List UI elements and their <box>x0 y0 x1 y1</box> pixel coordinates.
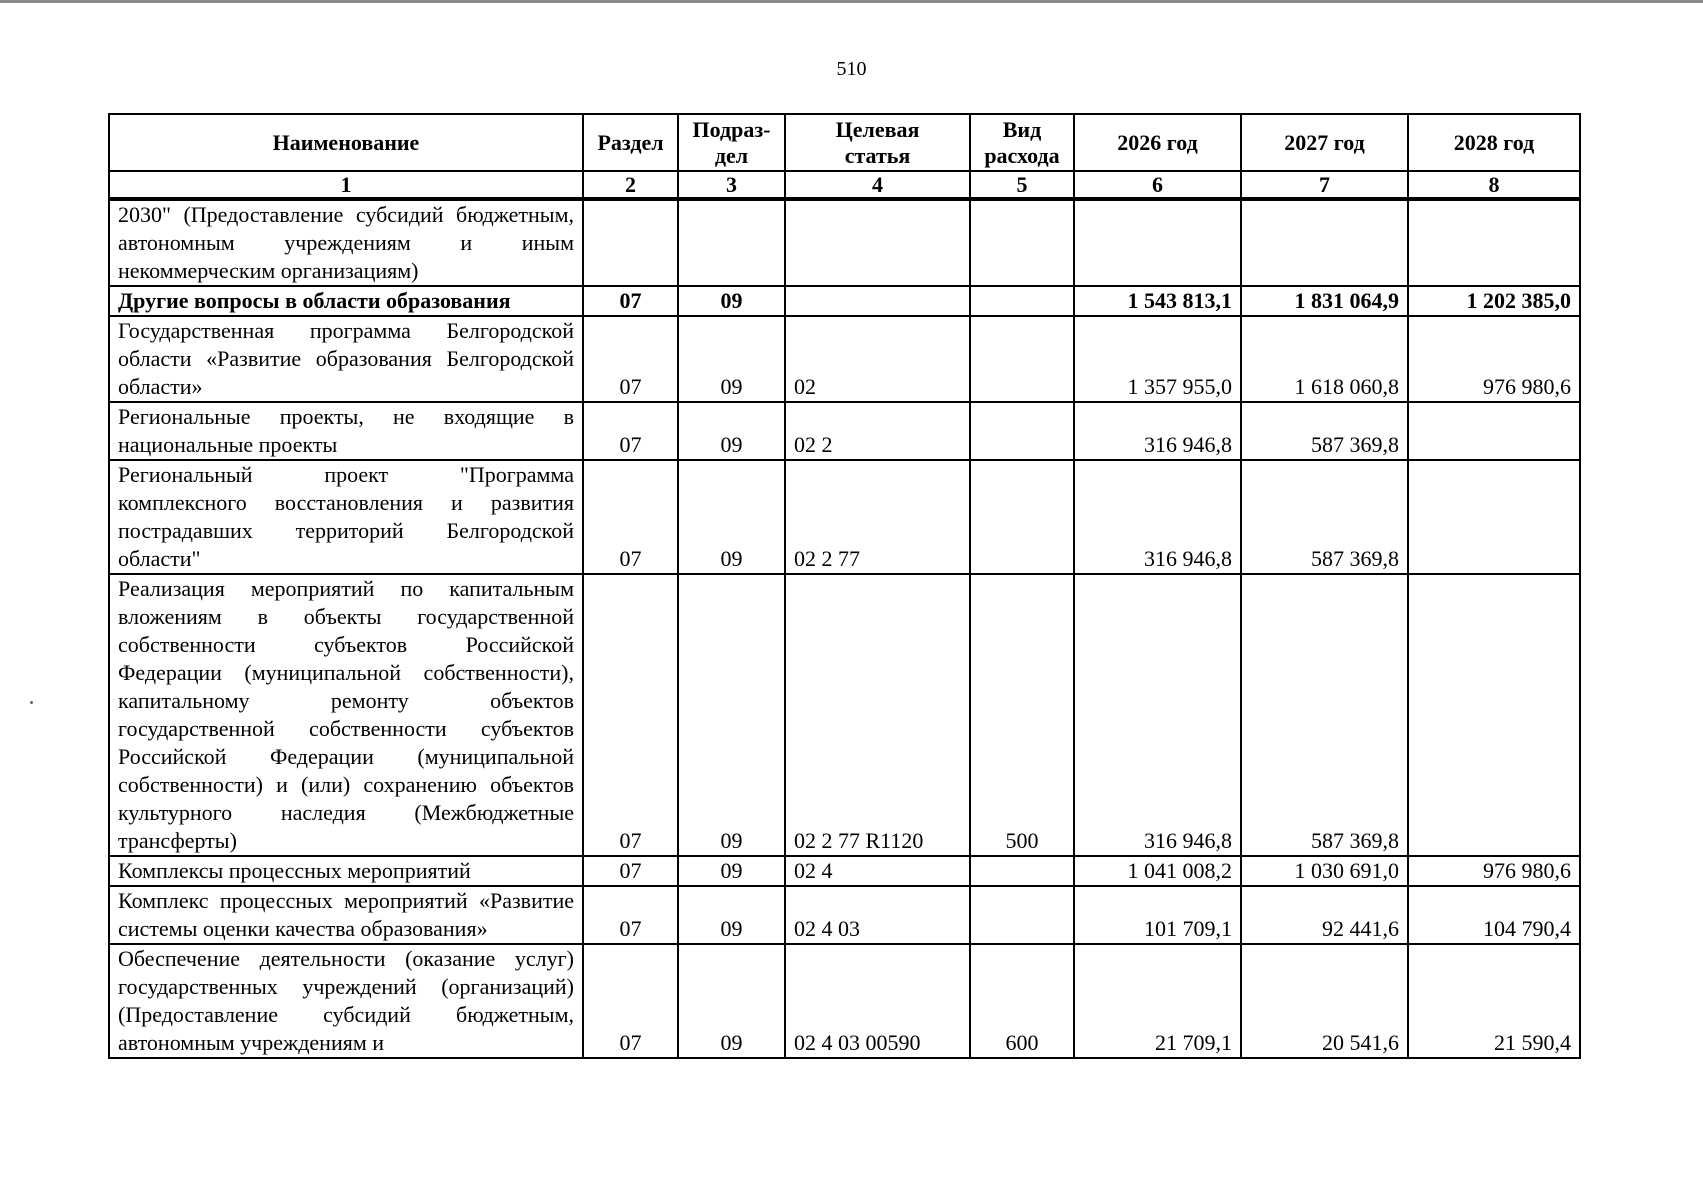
row-name: Комплекс процессных мероприятий «Развитие системы оценки качества образования» <box>109 886 583 944</box>
row-podrazdel: 09 <box>678 886 785 944</box>
page-number: 510 <box>836 58 867 80</box>
row-celevaya <box>785 199 970 286</box>
col-header-podrazdel <box>678 114 785 171</box>
row-razdel: 07 <box>583 886 678 944</box>
row-name: Региональный проект "Программа комплексного восстановления и развития пострадавших территорий Белгородской области" <box>109 460 583 574</box>
row-razdel: 07 <box>583 402 678 460</box>
row-name: Региональные проекты, не входящие в национальные проекты <box>109 402 583 460</box>
row-razdel: 07 <box>583 286 678 316</box>
col-header-razdel: Раздел <box>583 114 678 171</box>
col-number: 5 <box>970 171 1074 199</box>
row-celevaya: 02 4 03 00590 <box>785 944 970 1058</box>
row-2028 <box>1408 574 1580 856</box>
row-2027: 1 618 060,8 <box>1241 316 1408 402</box>
budget-table <box>108 113 1581 1059</box>
row-celevaya: 02 2 77 <box>785 460 970 574</box>
row-celevaya: 02 4 <box>785 856 970 886</box>
row-2027: 587 369,8 <box>1241 460 1408 574</box>
row-razdel: 07 <box>583 574 678 856</box>
row-name: Комплексы процессных мероприятий <box>109 856 583 886</box>
row-2028 <box>1408 199 1580 286</box>
row-2028 <box>1408 402 1580 460</box>
row-podrazdel: 09 <box>678 944 785 1058</box>
scan-speck <box>30 701 33 704</box>
row-2026: 316 946,8 <box>1074 460 1241 574</box>
table-row <box>109 316 1580 402</box>
row-2027: 587 369,8 <box>1241 574 1408 856</box>
table-row <box>109 856 1580 886</box>
col-header-vid <box>970 114 1074 171</box>
row-name: 2030" (Предоставление субсидий бюджетным, автономным учреждениям и иным некоммерческим организациям) <box>109 199 583 286</box>
row-2028: 21 590,4 <box>1408 944 1580 1058</box>
table-row <box>109 286 1580 316</box>
row-celevaya: 02 2 <box>785 402 970 460</box>
col-number: 7 <box>1241 171 1408 199</box>
row-2028: 1 202 385,0 <box>1408 286 1580 316</box>
row-2026: 1 543 813,1 <box>1074 286 1241 316</box>
row-2026: 316 946,8 <box>1074 574 1241 856</box>
column-number-row <box>109 171 1580 199</box>
row-name: Реализация мероприятий по капитальным вложениям в объекты государственной собственности субъектов Российской Федерации (муниципальной собственности), капитальному ремонту объектов государственной собственности субъектов Российской Федерации (муниципальной собственности) и (или) сохранению объектов культурного наследия (Межбюджетные трансферты) <box>109 574 583 856</box>
row-name: Другие вопросы в области образования <box>109 286 583 316</box>
table-row <box>109 944 1580 1058</box>
col-header-podrazdel-line2: дел <box>714 142 749 168</box>
row-2026: 21 709,1 <box>1074 944 1241 1058</box>
row-podrazdel: 09 <box>678 574 785 856</box>
row-2028: 104 790,4 <box>1408 886 1580 944</box>
col-number: 8 <box>1408 171 1580 199</box>
col-header-2027: 2027 год <box>1241 114 1408 171</box>
row-2027: 20 541,6 <box>1241 944 1408 1058</box>
row-vid: 600 <box>970 944 1074 1058</box>
row-vid <box>970 402 1074 460</box>
row-vid <box>970 460 1074 574</box>
row-podrazdel: 09 <box>678 316 785 402</box>
row-razdel: 07 <box>583 944 678 1058</box>
row-podrazdel <box>678 199 785 286</box>
table-row <box>109 886 1580 944</box>
col-header-2028: 2028 год <box>1408 114 1580 171</box>
row-razdel: 07 <box>583 460 678 574</box>
row-podrazdel: 09 <box>678 460 785 574</box>
col-header-name: Наименование <box>109 114 583 171</box>
col-header-celevaya-line2: статья <box>844 142 911 168</box>
table-row <box>109 402 1580 460</box>
row-2028: 976 980,6 <box>1408 856 1580 886</box>
row-name: Обеспечение деятельности (оказание услуг) государственных учреждений (организаций) (Предоставление субсидий бюджетным, автономным учреждениям и <box>109 944 583 1058</box>
col-header-vid-line1: Вид <box>1002 116 1042 142</box>
row-2026: 101 709,1 <box>1074 886 1241 944</box>
row-celevaya: 02 4 03 <box>785 886 970 944</box>
row-2026: 1 041 008,2 <box>1074 856 1241 886</box>
row-vid: 500 <box>970 574 1074 856</box>
row-celevaya: 02 <box>785 316 970 402</box>
col-number: 6 <box>1074 171 1241 199</box>
col-header-2026: 2026 год <box>1074 114 1241 171</box>
header-row <box>109 114 1580 171</box>
row-vid <box>970 199 1074 286</box>
col-header-celevaya <box>785 114 970 171</box>
row-vid <box>970 886 1074 944</box>
page-top-rule <box>0 0 1703 3</box>
row-2026 <box>1074 199 1241 286</box>
row-podrazdel: 09 <box>678 286 785 316</box>
row-vid <box>970 316 1074 402</box>
row-razdel: 07 <box>583 856 678 886</box>
row-2027 <box>1241 199 1408 286</box>
row-razdel <box>583 199 678 286</box>
col-number: 1 <box>109 171 583 199</box>
row-2027: 587 369,8 <box>1241 402 1408 460</box>
table-row <box>109 199 1580 286</box>
row-razdel: 07 <box>583 316 678 402</box>
row-2027: 92 441,6 <box>1241 886 1408 944</box>
col-number: 3 <box>678 171 785 199</box>
row-podrazdel: 09 <box>678 856 785 886</box>
col-header-vid-line2: расхода <box>984 142 1060 168</box>
row-podrazdel: 09 <box>678 402 785 460</box>
col-header-celevaya-line1: Целевая <box>835 116 920 142</box>
row-2027: 1 831 064,9 <box>1241 286 1408 316</box>
table-row <box>109 460 1580 574</box>
row-celevaya <box>785 286 970 316</box>
row-2027: 1 030 691,0 <box>1241 856 1408 886</box>
row-vid <box>970 856 1074 886</box>
row-name: Государственная программа Белгородской области «Развитие образования Белгородской области» <box>109 316 583 402</box>
row-2026: 316 946,8 <box>1074 402 1241 460</box>
row-2028 <box>1408 460 1580 574</box>
col-number: 4 <box>785 171 970 199</box>
col-number: 2 <box>583 171 678 199</box>
table-row <box>109 574 1580 856</box>
row-2028: 976 980,6 <box>1408 316 1580 402</box>
row-vid <box>970 286 1074 316</box>
row-2026: 1 357 955,0 <box>1074 316 1241 402</box>
row-celevaya: 02 2 77 R1120 <box>785 574 970 856</box>
table-body <box>109 199 1580 1058</box>
col-header-podrazdel-line1: Подраз- <box>692 116 771 142</box>
